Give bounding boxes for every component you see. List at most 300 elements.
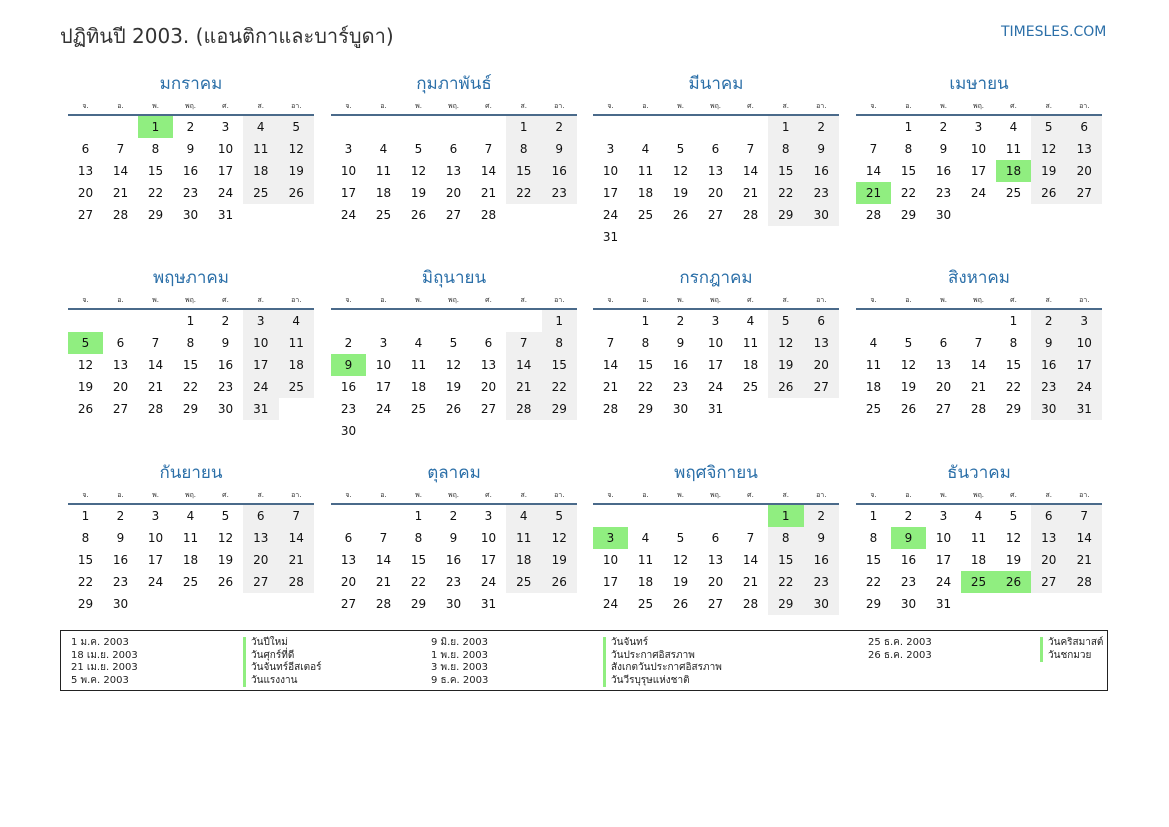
weekday-label: อ. bbox=[380, 491, 387, 499]
weekday-label: พ. bbox=[677, 102, 684, 110]
day-cell: 17 bbox=[935, 553, 952, 567]
weekday-label: พฤ. bbox=[709, 296, 722, 304]
week-row bbox=[856, 527, 1102, 549]
day-cell: 5 bbox=[768, 310, 804, 332]
day-cell: 6 bbox=[484, 336, 493, 350]
week-row bbox=[331, 376, 577, 398]
week-row bbox=[68, 398, 314, 420]
week-row bbox=[331, 549, 577, 571]
day-cell: 30 bbox=[445, 597, 462, 611]
day-cell: 5 bbox=[676, 531, 685, 545]
day-cell: 26 bbox=[768, 376, 804, 398]
day-cell: 25 bbox=[637, 208, 654, 222]
day-cell: 24 bbox=[602, 597, 619, 611]
day-cell: 22 bbox=[542, 376, 578, 398]
day-cell: 18 bbox=[970, 553, 987, 567]
empty-cell bbox=[436, 116, 471, 138]
day-cell: 6 bbox=[243, 505, 279, 527]
weekday-label: อ. bbox=[117, 296, 124, 304]
empty-cell bbox=[1067, 204, 1103, 226]
week-row bbox=[331, 116, 577, 138]
weekday-label: อ. bbox=[905, 296, 912, 304]
day-cell: 11 bbox=[243, 138, 279, 160]
empty-cell bbox=[401, 116, 436, 138]
day-cell: 28 bbox=[1067, 571, 1103, 593]
legend-date: 9 มิ.ย. 2003 bbox=[431, 637, 488, 648]
day-cell: 14 bbox=[375, 553, 392, 567]
legend-item bbox=[431, 637, 722, 650]
day-cell: 22 bbox=[1005, 380, 1022, 394]
day-cell: 19 bbox=[900, 380, 917, 394]
day-cell: 10 bbox=[602, 164, 619, 178]
month-name: พฤษภาคม bbox=[152, 268, 230, 288]
empty-cell bbox=[1031, 204, 1067, 226]
day-cell: 9 bbox=[676, 336, 685, 350]
weekday-header bbox=[593, 292, 839, 310]
day-cell: 13 bbox=[804, 332, 840, 354]
day-cell: 28 bbox=[375, 597, 392, 611]
week-row bbox=[593, 571, 839, 593]
weekday-label: พฤ. bbox=[709, 491, 722, 499]
weekday-label: พฤ. bbox=[709, 102, 722, 110]
week-row bbox=[331, 398, 577, 420]
day-cell: 5 bbox=[904, 336, 913, 350]
day-cell: 30 bbox=[182, 208, 199, 222]
empty-cell bbox=[173, 593, 208, 615]
week-row bbox=[856, 571, 1102, 593]
day-cell: 20 bbox=[480, 380, 497, 394]
empty-cell bbox=[436, 420, 471, 442]
day-cell: 27 bbox=[340, 597, 357, 611]
week-row bbox=[856, 182, 1102, 204]
empty-cell bbox=[593, 116, 628, 138]
day-cell: 11 bbox=[970, 531, 987, 545]
day-cell: 15 bbox=[768, 160, 804, 182]
week-row bbox=[331, 571, 577, 593]
day-cell: 19 bbox=[542, 549, 578, 571]
day-cell: 10 bbox=[602, 553, 619, 567]
day-cell: 4 bbox=[243, 116, 279, 138]
weekday-label: พฤ. bbox=[447, 296, 460, 304]
month-name: กรกฎาคม bbox=[679, 268, 753, 288]
week-row bbox=[331, 310, 577, 332]
day-cell: 27 bbox=[935, 402, 952, 416]
month-block bbox=[68, 70, 314, 226]
day-cell: 9 bbox=[804, 527, 840, 549]
empty-cell bbox=[68, 310, 103, 332]
day-cell: 25 bbox=[637, 597, 654, 611]
day-cell: 14 bbox=[147, 358, 164, 372]
day-cell: 17 bbox=[217, 164, 234, 178]
weekday-header bbox=[856, 98, 1102, 116]
day-cell: 17 bbox=[602, 186, 619, 200]
day-cell: 28 bbox=[742, 208, 759, 222]
day-cell: 24 bbox=[935, 575, 952, 589]
weekday-label: พ. bbox=[940, 296, 947, 304]
day-cell: 16 bbox=[804, 160, 840, 182]
day-cell: 27 bbox=[804, 376, 840, 398]
weekday-label: จ. bbox=[345, 491, 352, 499]
day-cell: 19 bbox=[77, 380, 94, 394]
day-cell: 5 bbox=[449, 336, 458, 350]
legend-holiday-name: วันจันทร์ bbox=[603, 637, 648, 650]
day-cell: 1 bbox=[186, 314, 195, 328]
empty-cell bbox=[279, 204, 315, 226]
day-cell: 28 bbox=[865, 208, 882, 222]
weekday-label: อ. bbox=[905, 491, 912, 499]
day-cell: 29 bbox=[637, 402, 654, 416]
day-cell: 1 bbox=[414, 509, 423, 523]
day-cell: 10 bbox=[375, 358, 392, 372]
day-cell: 21 bbox=[279, 549, 315, 571]
empty-cell bbox=[331, 116, 366, 138]
legend-date: 3 พ.ย. 2003 bbox=[431, 662, 488, 673]
day-cell: 1 bbox=[768, 116, 804, 138]
legend-item bbox=[71, 637, 322, 650]
legend-holiday-name: วันศุกร์ที่ดี bbox=[243, 650, 294, 663]
day-cell: 3 bbox=[243, 310, 279, 332]
empty-cell bbox=[628, 505, 663, 527]
weekday-header bbox=[68, 292, 314, 310]
empty-cell bbox=[542, 593, 578, 615]
day-cell: 13 bbox=[707, 553, 724, 567]
day-cell: 17 bbox=[970, 164, 987, 178]
day-cell: 28 bbox=[112, 208, 129, 222]
day-cell: 22 bbox=[182, 380, 199, 394]
day-cell: 30 bbox=[340, 424, 357, 438]
empty-cell bbox=[856, 116, 891, 138]
legend-holiday-name: วันชกมวย bbox=[1040, 650, 1091, 663]
day-cell: 11 bbox=[506, 527, 542, 549]
month-name: ตุลาคม bbox=[427, 463, 481, 483]
day-cell: 26 bbox=[672, 208, 689, 222]
weekday-label: ศ. bbox=[222, 296, 229, 304]
weekday-label: พ. bbox=[152, 491, 159, 499]
day-cell: 6 bbox=[1031, 505, 1067, 527]
week-row bbox=[856, 116, 1102, 138]
day-cell: 25 bbox=[279, 376, 315, 398]
empty-cell bbox=[366, 505, 401, 527]
empty-cell bbox=[331, 310, 366, 332]
day-cell: 22 bbox=[77, 575, 94, 589]
day-cell: 18 bbox=[637, 575, 654, 589]
day-cell: 18 bbox=[375, 186, 392, 200]
day-cell: 8 bbox=[869, 531, 878, 545]
empty-cell bbox=[68, 116, 103, 138]
week-row bbox=[856, 376, 1102, 398]
weekday-header bbox=[856, 292, 1102, 310]
legend-holiday-name: สังเกตวันประกาศอิสรภาพ bbox=[603, 662, 722, 675]
empty-cell bbox=[138, 310, 173, 332]
day-cell: 25 bbox=[742, 380, 759, 394]
day-cell: 24 bbox=[340, 208, 357, 222]
day-cell: 30 bbox=[672, 402, 689, 416]
day-cell: 17 bbox=[243, 354, 279, 376]
day-cell: 2 bbox=[116, 509, 125, 523]
week-row bbox=[68, 593, 314, 615]
week-row bbox=[68, 204, 314, 226]
day-cell: 3 bbox=[1067, 310, 1103, 332]
empty-cell bbox=[103, 116, 138, 138]
weekday-label: ส. bbox=[520, 296, 527, 304]
weekday-label: จ. bbox=[607, 491, 614, 499]
weekday-label: อา. bbox=[816, 491, 827, 499]
day-cell: 10 bbox=[217, 142, 234, 156]
day-cell: 10 bbox=[970, 142, 987, 156]
weekday-label: ศ. bbox=[1010, 296, 1017, 304]
week-row bbox=[856, 138, 1102, 160]
day-cell: 7 bbox=[116, 142, 125, 156]
day-cell: 15 bbox=[77, 553, 94, 567]
day-cell: 20 bbox=[1031, 549, 1067, 571]
weekday-label: ส. bbox=[257, 296, 264, 304]
weekday-label: อ. bbox=[642, 102, 649, 110]
month-name: มิถุนายน bbox=[421, 268, 487, 288]
day-cell: 25 bbox=[182, 575, 199, 589]
legend-date: 26 ธ.ค. 2003 bbox=[868, 649, 932, 661]
day-cell: 5 bbox=[542, 505, 578, 527]
day-cell: 30 bbox=[935, 208, 952, 222]
day-cell: 14 bbox=[602, 358, 619, 372]
day-cell: 24 bbox=[375, 402, 392, 416]
day-cell: 11 bbox=[1005, 142, 1022, 156]
day-cell: 10 bbox=[340, 164, 357, 178]
weekday-label: อา. bbox=[291, 102, 302, 110]
day-cell: 29 bbox=[1005, 402, 1022, 416]
weekday-header bbox=[593, 487, 839, 505]
holiday-cell: 5 bbox=[68, 332, 103, 354]
day-cell: 27 bbox=[480, 402, 497, 416]
week-row bbox=[593, 182, 839, 204]
day-cell: 14 bbox=[970, 358, 987, 372]
month-block bbox=[68, 459, 314, 615]
day-cell: 19 bbox=[672, 186, 689, 200]
weekday-label: พฤ. bbox=[184, 296, 197, 304]
month-block bbox=[331, 459, 577, 615]
month-block bbox=[331, 70, 577, 226]
day-cell: 16 bbox=[1031, 354, 1067, 376]
empty-cell bbox=[698, 505, 733, 527]
weekday-header bbox=[331, 98, 577, 116]
weekday-label: พ. bbox=[152, 296, 159, 304]
day-cell: 24 bbox=[707, 380, 724, 394]
day-cell: 29 bbox=[900, 208, 917, 222]
week-row bbox=[593, 160, 839, 182]
day-cell: 14 bbox=[112, 164, 129, 178]
day-cell: 10 bbox=[707, 336, 724, 350]
weekday-label: ศ. bbox=[1010, 491, 1017, 499]
empty-cell bbox=[961, 204, 996, 226]
legend-holiday-name: วันคริสมาสต์ bbox=[1040, 637, 1103, 650]
day-cell: 12 bbox=[900, 358, 917, 372]
week-row bbox=[331, 204, 577, 226]
day-cell: 7 bbox=[1067, 505, 1103, 527]
day-cell: 16 bbox=[182, 164, 199, 178]
weekday-header bbox=[68, 98, 314, 116]
day-cell: 7 bbox=[869, 142, 878, 156]
day-cell: 16 bbox=[542, 160, 578, 182]
day-cell: 15 bbox=[542, 354, 578, 376]
day-cell: 23 bbox=[217, 380, 234, 394]
day-cell: 21 bbox=[506, 376, 542, 398]
day-cell: 24 bbox=[480, 575, 497, 589]
week-row bbox=[331, 182, 577, 204]
empty-cell bbox=[542, 204, 578, 226]
day-cell: 17 bbox=[375, 380, 392, 394]
empty-cell bbox=[331, 505, 366, 527]
day-cell: 26 bbox=[410, 208, 427, 222]
week-row bbox=[856, 354, 1102, 376]
day-cell: 31 bbox=[243, 398, 279, 420]
weekday-label: ส. bbox=[782, 102, 789, 110]
day-cell: 23 bbox=[1031, 376, 1067, 398]
day-cell: 28 bbox=[480, 208, 497, 222]
weekday-label: พฤ. bbox=[447, 491, 460, 499]
weekday-header bbox=[593, 98, 839, 116]
day-cell: 20 bbox=[77, 186, 94, 200]
day-cell: 5 bbox=[221, 509, 230, 523]
legend-date: 9 ธ.ค. 2003 bbox=[431, 674, 489, 686]
day-cell: 21 bbox=[112, 186, 129, 200]
day-cell: 4 bbox=[414, 336, 423, 350]
weekday-label: ส. bbox=[1045, 491, 1052, 499]
weekday-label: อ. bbox=[117, 102, 124, 110]
day-cell: 1 bbox=[506, 116, 542, 138]
weekday-label: อา. bbox=[554, 102, 565, 110]
day-cell: 5 bbox=[1009, 509, 1018, 523]
month-name: เมษายน bbox=[949, 74, 1009, 94]
weekday-label: อา. bbox=[291, 491, 302, 499]
day-cell: 2 bbox=[904, 509, 913, 523]
weekday-label: พ. bbox=[940, 491, 947, 499]
weekday-label: ศ. bbox=[485, 296, 492, 304]
day-cell: 2 bbox=[804, 505, 840, 527]
week-row bbox=[68, 354, 314, 376]
day-cell: 5 bbox=[279, 116, 315, 138]
day-cell: 21 bbox=[742, 186, 759, 200]
day-cell: 7 bbox=[506, 332, 542, 354]
week-row bbox=[68, 310, 314, 332]
day-cell: 11 bbox=[375, 164, 392, 178]
page-title: ปฏิทินปี 2003. (แอนติกาและบาร์บูดา) bbox=[60, 24, 394, 48]
legend-holiday-name: วันจันทร์อีสเตอร์ bbox=[243, 662, 322, 675]
day-cell: 9 bbox=[449, 531, 458, 545]
day-cell: 16 bbox=[340, 380, 357, 394]
day-cell: 8 bbox=[1009, 336, 1018, 350]
weekday-label: พ. bbox=[677, 296, 684, 304]
week-row bbox=[593, 332, 839, 354]
empty-cell bbox=[856, 310, 891, 332]
day-cell: 30 bbox=[112, 597, 129, 611]
day-cell: 20 bbox=[707, 575, 724, 589]
weekday-label: จ. bbox=[607, 102, 614, 110]
day-cell: 6 bbox=[804, 310, 840, 332]
week-row bbox=[68, 376, 314, 398]
day-cell: 15 bbox=[182, 358, 199, 372]
day-cell: 8 bbox=[542, 332, 578, 354]
holiday-cell: 1 bbox=[138, 116, 173, 138]
weekday-label: พ. bbox=[677, 491, 684, 499]
weekday-label: อ. bbox=[380, 102, 387, 110]
day-cell: 26 bbox=[217, 575, 234, 589]
weekday-label: ส. bbox=[257, 102, 264, 110]
weekday-label: พฤ. bbox=[447, 102, 460, 110]
empty-cell bbox=[1031, 593, 1067, 615]
site-logo-link[interactable]: TIMESLES.COM bbox=[1001, 24, 1107, 40]
day-cell: 24 bbox=[970, 186, 987, 200]
day-cell: 24 bbox=[1067, 376, 1103, 398]
day-cell: 17 bbox=[707, 358, 724, 372]
day-cell: 8 bbox=[641, 336, 650, 350]
empty-cell bbox=[768, 226, 804, 248]
legend-holiday-name: วันปีใหม่ bbox=[243, 637, 288, 650]
week-row bbox=[856, 310, 1102, 332]
day-cell: 9 bbox=[542, 138, 578, 160]
day-cell: 5 bbox=[1031, 116, 1067, 138]
weekday-label: จ. bbox=[82, 491, 89, 499]
day-cell: 30 bbox=[217, 402, 234, 416]
day-cell: 5 bbox=[414, 142, 423, 156]
day-cell: 2 bbox=[344, 336, 353, 350]
day-cell: 8 bbox=[414, 531, 423, 545]
day-cell: 14 bbox=[279, 527, 315, 549]
legend-item bbox=[868, 637, 1103, 650]
day-cell: 16 bbox=[445, 553, 462, 567]
day-cell: 10 bbox=[243, 332, 279, 354]
day-cell: 23 bbox=[935, 186, 952, 200]
day-cell: 21 bbox=[602, 380, 619, 394]
empty-cell bbox=[243, 204, 279, 226]
weekday-label: พ. bbox=[940, 102, 947, 110]
day-cell: 9 bbox=[804, 138, 840, 160]
day-cell: 10 bbox=[935, 531, 952, 545]
week-row bbox=[331, 505, 577, 527]
week-row bbox=[856, 505, 1102, 527]
weekday-label: ศ. bbox=[747, 296, 754, 304]
day-cell: 12 bbox=[217, 531, 234, 545]
day-cell: 4 bbox=[379, 142, 388, 156]
day-cell: 16 bbox=[900, 553, 917, 567]
day-cell: 1 bbox=[542, 310, 578, 332]
day-cell: 9 bbox=[221, 336, 230, 350]
day-cell: 27 bbox=[77, 208, 94, 222]
empty-cell bbox=[471, 310, 506, 332]
week-row bbox=[593, 527, 839, 549]
empty-cell bbox=[366, 310, 401, 332]
day-cell: 10 bbox=[147, 531, 164, 545]
day-cell: 12 bbox=[672, 553, 689, 567]
week-row bbox=[68, 160, 314, 182]
day-cell: 23 bbox=[900, 575, 917, 589]
day-cell: 27 bbox=[243, 571, 279, 593]
week-row bbox=[593, 354, 839, 376]
month-name: ธันวาคม bbox=[947, 463, 1011, 483]
day-cell: 10 bbox=[480, 531, 497, 545]
day-cell: 22 bbox=[410, 575, 427, 589]
empty-cell bbox=[401, 310, 436, 332]
day-cell: 15 bbox=[637, 358, 654, 372]
day-cell: 27 bbox=[1031, 571, 1067, 593]
empty-cell bbox=[733, 398, 768, 420]
weekday-label: ศ. bbox=[747, 102, 754, 110]
day-cell: 19 bbox=[1031, 160, 1067, 182]
day-cell: 24 bbox=[147, 575, 164, 589]
day-cell: 31 bbox=[480, 597, 497, 611]
empty-cell bbox=[628, 116, 663, 138]
empty-cell bbox=[506, 420, 542, 442]
day-cell: 30 bbox=[804, 593, 840, 615]
empty-cell bbox=[366, 116, 401, 138]
